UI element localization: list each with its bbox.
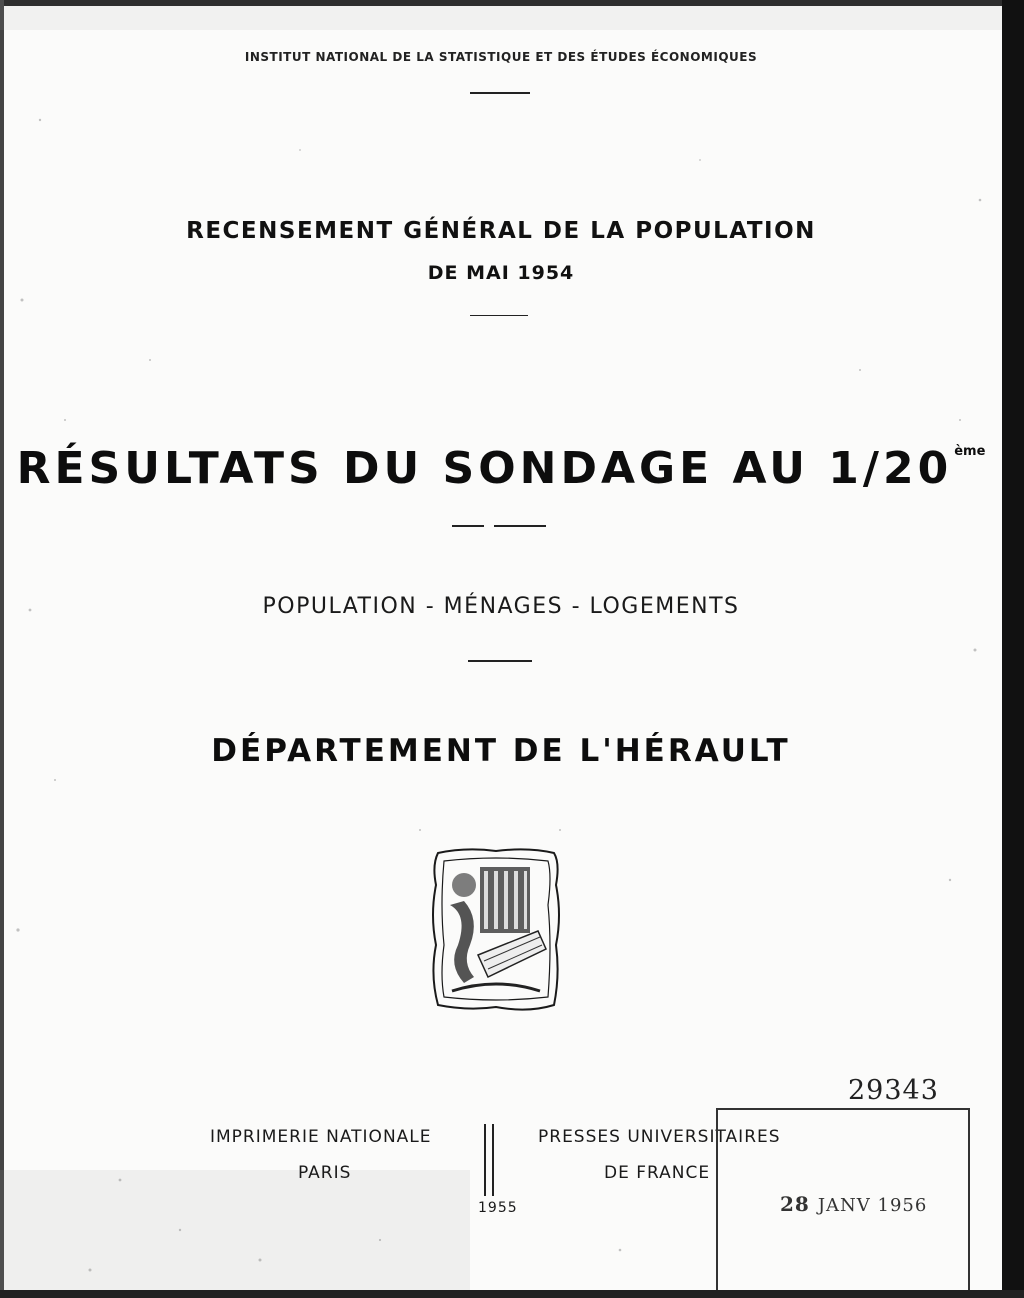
stamp-month-year: JANV 1956: [817, 1195, 928, 1216]
publisher-emblem: [428, 845, 564, 1017]
scan-border-bottom: [0, 1290, 1024, 1298]
rule-under-title-b: [494, 525, 546, 527]
main-title-superscript: ème: [954, 444, 986, 459]
census-title-line2: DE MAI 1954: [427, 262, 575, 284]
publisher-left-name: IMPRIMERIE NATIONALE: [210, 1127, 432, 1147]
stamp-date: [780, 1192, 935, 1216]
publisher-divider: [484, 1124, 494, 1196]
stamp-day: 28: [780, 1192, 810, 1216]
census-title-line1: RECENSEMENT GÉNÉRAL DE LA POPULATION: [186, 218, 816, 244]
publisher-right-name: PRESSES UNIVERSITAIRES: [538, 1127, 781, 1147]
rule-under-title-a: [452, 525, 484, 527]
rule-under-census: [470, 315, 528, 316]
rule-under-institute: [470, 92, 530, 94]
accession-number: 29343: [848, 1075, 939, 1106]
scan-border-top: [0, 0, 1024, 6]
scan-border-left: [0, 0, 4, 1298]
scan-border-right: [1002, 0, 1024, 1298]
publication-year: 1955: [478, 1200, 518, 1216]
institute-name: INSTITUT NATIONAL DE LA STATISTIQUE ET DES ÉTUDES ÉCONOMIQUES: [244, 50, 758, 64]
publisher-left-city: PARIS: [298, 1163, 352, 1183]
subjects-line: POPULATION - MÉNAGES - LOGEMENTS: [262, 594, 740, 619]
department-title: DÉPARTEMENT DE L'HÉRAULT: [211, 733, 791, 769]
publisher-right-line2: DE FRANCE: [604, 1163, 711, 1183]
rule-under-subjects: [468, 660, 532, 662]
main-title-text: RÉSULTATS DU SONDAGE AU 1/20: [16, 443, 953, 494]
main-title: [0, 443, 1002, 494]
